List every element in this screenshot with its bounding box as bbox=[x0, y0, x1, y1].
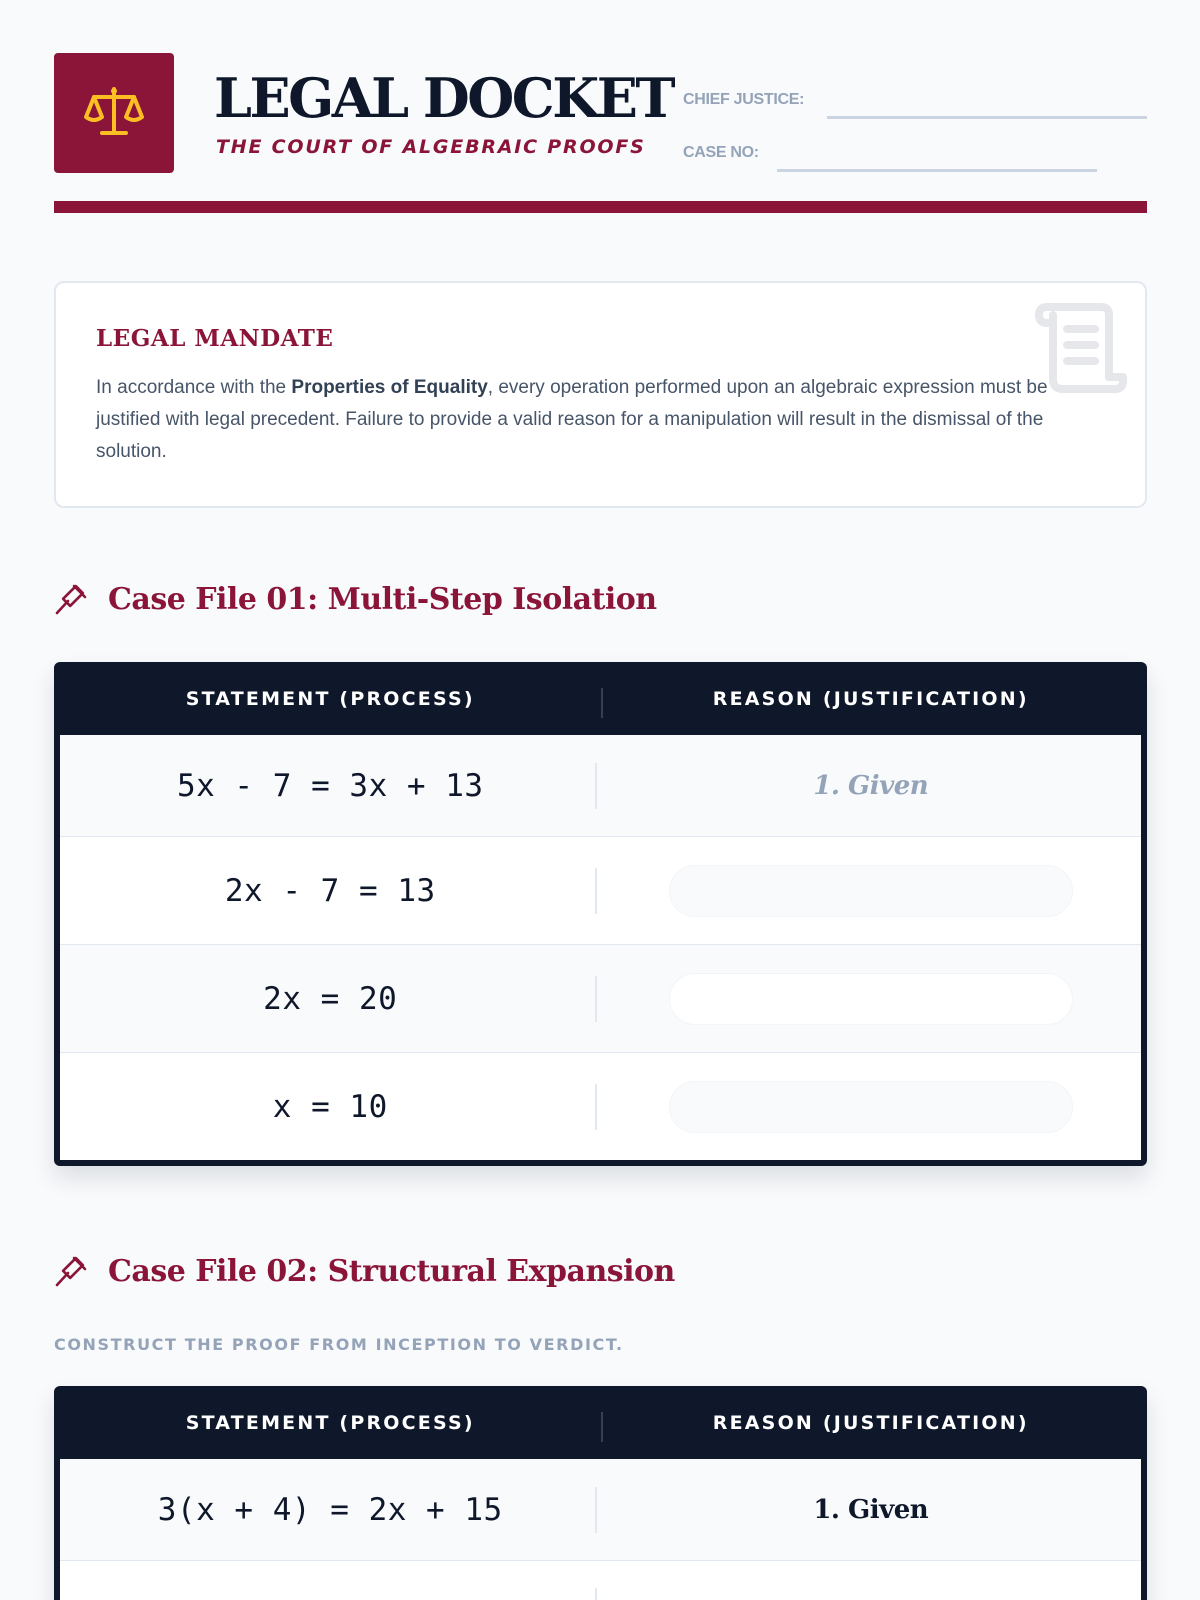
statement-column-header: STATEMENT (PROCESS) bbox=[185, 687, 475, 710]
reason-input[interactable] bbox=[669, 1081, 1073, 1133]
app-subtitle: THE COURT OF ALGEBRAIC PROOFS bbox=[216, 136, 646, 158]
scales-of-justice-icon bbox=[82, 81, 146, 145]
table-row bbox=[60, 1459, 1141, 1560]
reason-column-header: REASON (JUSTIFICATION) bbox=[712, 1411, 1029, 1434]
statement-cell: x = 10 bbox=[272, 1088, 388, 1125]
case-no-label: CASE NO: bbox=[683, 144, 759, 161]
reason-cell: 1. Given bbox=[813, 1494, 929, 1525]
row-divider bbox=[595, 1487, 597, 1533]
statement-cell: 2x - 7 = 13 bbox=[224, 872, 436, 909]
statement-cell: 2x = 20 bbox=[263, 980, 398, 1017]
row-divider bbox=[595, 763, 597, 809]
app-title: LEGAL DOCKET bbox=[214, 66, 674, 130]
statement-cell: 5x - 7 = 3x + 13 bbox=[176, 767, 484, 804]
proof-table-header bbox=[60, 1386, 1141, 1459]
mandate-text: In accordance with the Properties of Equality, every operation performed upon an algebraic expression must be justified with legal precedent. Failure to provide a valid reason for a manipulation will result in the dismissal of the solution. bbox=[96, 377, 1048, 462]
reason-input[interactable] bbox=[669, 865, 1073, 917]
gavel-icon bbox=[54, 583, 88, 617]
reason-cell: 1. Given bbox=[813, 770, 929, 801]
legal-mandate-card bbox=[54, 281, 1147, 508]
mandate-emphasis: Properties of Equality bbox=[291, 377, 488, 398]
reason-column-header: REASON (JUSTIFICATION) bbox=[712, 687, 1029, 710]
gavel-icon bbox=[54, 1255, 88, 1289]
case-file-02-proof-table bbox=[54, 1386, 1147, 1600]
row-divider bbox=[595, 1588, 597, 1600]
header-divider bbox=[601, 1412, 603, 1442]
scroll-icon bbox=[1029, 303, 1129, 395]
row-divider bbox=[595, 868, 597, 914]
table-row bbox=[60, 735, 1141, 836]
case-file-01-proof-table bbox=[54, 662, 1147, 1166]
case-file-02-instruction: CONSTRUCT THE PROOF FROM INCEPTION TO VERDICT. bbox=[54, 1335, 624, 1354]
row-divider bbox=[595, 976, 597, 1022]
case-file-02-heading bbox=[54, 1254, 675, 1289]
statement-cell: 3(x + 4) = 2x + 15 bbox=[157, 1491, 503, 1528]
table-row bbox=[60, 1052, 1141, 1160]
row-divider bbox=[595, 1084, 597, 1130]
table-row bbox=[60, 1560, 1141, 1600]
mandate-title: LEGAL MANDATE bbox=[96, 325, 334, 352]
header-divider bbox=[54, 201, 1147, 213]
case-no-field[interactable] bbox=[777, 169, 1097, 172]
logo bbox=[54, 53, 174, 173]
chief-justice-label: CHIEF JUSTICE: bbox=[683, 91, 805, 108]
proof-table-header bbox=[60, 662, 1141, 735]
docket-header bbox=[54, 53, 1147, 213]
table-row bbox=[60, 944, 1141, 1052]
chief-justice-field[interactable] bbox=[827, 116, 1147, 119]
table-row bbox=[60, 836, 1141, 944]
case-file-01-title: Case File 01: Multi-Step Isolation bbox=[108, 582, 657, 617]
case-file-01-heading bbox=[54, 582, 657, 617]
statement-column-header: STATEMENT (PROCESS) bbox=[185, 1411, 475, 1434]
case-file-02-title: Case File 02: Structural Expansion bbox=[108, 1254, 675, 1289]
header-divider bbox=[601, 688, 603, 718]
reason-input[interactable] bbox=[669, 973, 1073, 1025]
